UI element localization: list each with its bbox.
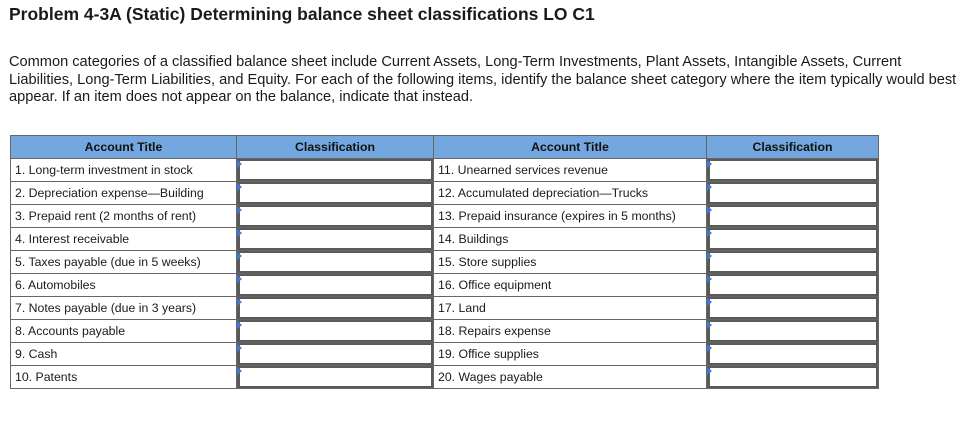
table-row (11, 320, 879, 343)
account-title-cell: 4. Interest receivable (11, 228, 237, 251)
classification-dropdown[interactable] (707, 159, 878, 181)
dropdown-marker-icon (707, 344, 712, 352)
table-row (11, 274, 879, 297)
dropdown-marker-icon (237, 229, 242, 237)
classification-cell (237, 159, 434, 182)
classification-cell (707, 297, 879, 320)
classification-table (10, 135, 879, 389)
classification-cell (237, 251, 434, 274)
account-title-cell: 20. Wages payable (434, 366, 707, 389)
classification-cell (707, 159, 879, 182)
account-title-header: Account Title (434, 136, 707, 159)
dropdown-marker-icon (707, 367, 712, 375)
classification-cell (237, 297, 434, 320)
table-row (11, 228, 879, 251)
account-title-cell: 8. Accounts payable (11, 320, 237, 343)
classification-dropdown[interactable] (237, 320, 433, 342)
classification-cell (707, 251, 879, 274)
classification-dropdown[interactable] (237, 205, 433, 227)
classification-cell (707, 228, 879, 251)
account-title-cell: 13. Prepaid insurance (expires in 5 months) (434, 205, 707, 228)
dropdown-marker-icon (707, 229, 712, 237)
table-row (11, 182, 879, 205)
account-title-cell: 2. Depreciation expense—Building (11, 182, 237, 205)
dropdown-marker-icon (237, 183, 242, 191)
classification-dropdown[interactable] (707, 251, 878, 273)
account-title-cell: 19. Office supplies (434, 343, 707, 366)
classification-dropdown[interactable] (707, 366, 878, 388)
classification-cell (237, 320, 434, 343)
classification-dropdown[interactable] (237, 159, 433, 181)
classification-dropdown[interactable] (237, 366, 433, 388)
classification-cell (237, 274, 434, 297)
table-row (11, 159, 879, 182)
classification-dropdown[interactable] (707, 343, 878, 365)
classification-cell (237, 182, 434, 205)
classification-dropdown[interactable] (237, 297, 433, 319)
classification-cell (707, 205, 879, 228)
table-row (11, 297, 879, 320)
account-title-cell: 9. Cash (11, 343, 237, 366)
classification-cell (707, 320, 879, 343)
dropdown-marker-icon (707, 183, 712, 191)
classification-cell (237, 205, 434, 228)
table-header-row (11, 136, 879, 159)
problem-title: Problem 4-3A (Static) Determining balance sheet classifications LO C1 (9, 4, 595, 24)
classification-cell (707, 274, 879, 297)
account-title-cell: 12. Accumulated depreciation—Trucks (434, 182, 707, 205)
problem-instructions: Common categories of a classified balance sheet include Current Assets, Long-Term Investments, Plant Assets, Intangible Assets, Current Liabilities, Long-Term Liabilities, and Equity. For each of the following items, identify the balance sheet category where the item typically would best appear. If an item does not appear on the balance, indicate that instead. (9, 54, 957, 105)
classification-dropdown[interactable] (707, 205, 878, 227)
account-title-cell: 18. Repairs expense (434, 320, 707, 343)
classification-dropdown[interactable] (237, 274, 433, 296)
account-title-cell: 7. Notes payable (due in 3 years) (11, 297, 237, 320)
classification-header: Classification (707, 136, 879, 159)
table-row (11, 251, 879, 274)
dropdown-marker-icon (237, 252, 242, 260)
account-title-cell: 3. Prepaid rent (2 months of rent) (11, 205, 237, 228)
dropdown-marker-icon (237, 367, 242, 375)
classification-dropdown[interactable] (237, 343, 433, 365)
account-title-cell: 11. Unearned services revenue (434, 159, 707, 182)
account-title-header: Account Title (11, 136, 237, 159)
classification-dropdown[interactable] (237, 251, 433, 273)
classification-dropdown[interactable] (707, 228, 878, 250)
classification-dropdown[interactable] (707, 182, 878, 204)
account-title-cell: 16. Office equipment (434, 274, 707, 297)
classification-cell (237, 366, 434, 389)
classification-dropdown[interactable] (707, 320, 878, 342)
classification-dropdown[interactable] (237, 228, 433, 250)
account-title-cell: 14. Buildings (434, 228, 707, 251)
classification-cell (237, 343, 434, 366)
dropdown-marker-icon (237, 321, 242, 329)
account-title-cell: 1. Long-term investment in stock (11, 159, 237, 182)
classification-cell (707, 343, 879, 366)
table-row (11, 343, 879, 366)
dropdown-marker-icon (707, 206, 712, 214)
dropdown-marker-icon (707, 298, 712, 306)
classification-dropdown[interactable] (707, 274, 878, 296)
account-title-cell: 10. Patents (11, 366, 237, 389)
dropdown-marker-icon (707, 160, 712, 168)
classification-dropdown[interactable] (707, 297, 878, 319)
dropdown-marker-icon (707, 321, 712, 329)
classification-cell (237, 228, 434, 251)
classification-header: Classification (237, 136, 434, 159)
account-title-cell: 5. Taxes payable (due in 5 weeks) (11, 251, 237, 274)
dropdown-marker-icon (237, 275, 242, 283)
dropdown-marker-icon (707, 275, 712, 283)
classification-cell (707, 366, 879, 389)
table-row (11, 366, 879, 389)
classification-dropdown[interactable] (237, 182, 433, 204)
dropdown-marker-icon (237, 298, 242, 306)
account-title-cell: 15. Store supplies (434, 251, 707, 274)
dropdown-marker-icon (707, 252, 712, 260)
dropdown-marker-icon (237, 344, 242, 352)
dropdown-marker-icon (237, 206, 242, 214)
classification-cell (707, 182, 879, 205)
table-row (11, 205, 879, 228)
account-title-cell: 6. Automobiles (11, 274, 237, 297)
dropdown-marker-icon (237, 160, 242, 168)
account-title-cell: 17. Land (434, 297, 707, 320)
